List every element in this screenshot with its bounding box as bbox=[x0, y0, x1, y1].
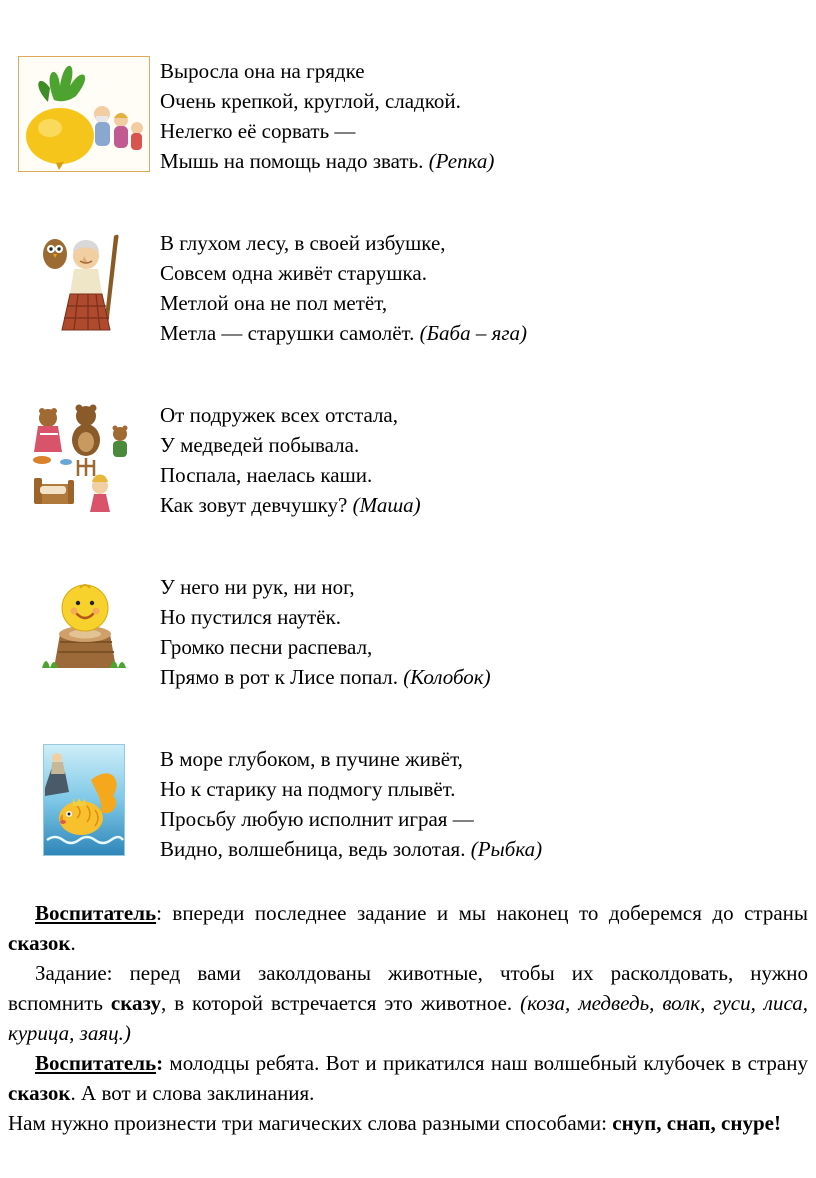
riddle-last-line: Мышь на помощь надо звать. bbox=[160, 149, 424, 173]
riddle-text-masha bbox=[160, 400, 421, 520]
riddle-rybka bbox=[8, 744, 808, 864]
text-run: молодцы ребята. Вот и прикатился наш волшебный клубочек в страну bbox=[163, 1051, 808, 1075]
riddle-line: У него ни рук, ни ног, bbox=[160, 575, 355, 599]
riddle-answer: (Репка) bbox=[428, 149, 495, 173]
riddle-kolobok bbox=[8, 572, 808, 692]
text-run: : bbox=[156, 901, 173, 925]
paragraph-vospitatel-1 bbox=[8, 898, 808, 958]
riddle-answer: (Колобок) bbox=[403, 665, 491, 689]
repka-image bbox=[18, 56, 150, 172]
paragraph-vospitatel-2 bbox=[8, 1048, 808, 1108]
riddle-line: Метлой она не пол метёт, bbox=[160, 291, 388, 315]
kolobok-illustration bbox=[8, 572, 160, 692]
riddle-line bbox=[160, 834, 542, 864]
bold-run: : bbox=[156, 1051, 164, 1075]
riddle-line: Поспала, наелась каши. bbox=[160, 463, 373, 487]
text-run: Задание: перед вами заколдованы животные, чтобы их расколдовать, нужно вспомнить bbox=[8, 961, 808, 1015]
riddle-last-line: Видно, волшебница, ведь золотая. bbox=[160, 837, 466, 861]
riddles-section bbox=[8, 56, 808, 864]
text-run: . bbox=[70, 931, 76, 955]
golden-fish-illustration bbox=[8, 744, 160, 864]
golden-fish-image bbox=[43, 744, 125, 856]
riddle-masha bbox=[8, 400, 808, 520]
riddle-line bbox=[160, 662, 491, 692]
riddle-last-line: Метла — старушки самолёт. bbox=[160, 321, 415, 345]
paragraph-magic-words bbox=[8, 1108, 808, 1138]
speaker-label: Воспитатель bbox=[35, 901, 157, 925]
riddle-line bbox=[160, 146, 494, 176]
riddle-answer: (Маша) bbox=[352, 493, 421, 517]
riddle-text-kolobok bbox=[160, 572, 491, 692]
script-section bbox=[8, 898, 808, 1138]
riddle-line: Очень крепкой, круглой, сладкой. bbox=[160, 89, 461, 113]
riddle-text-baba-yaga bbox=[160, 228, 527, 348]
riddle-line: Но к старику на подмогу плывёт. bbox=[160, 777, 456, 801]
riddle-last-line: Прямо в рот к Лисе попал. bbox=[160, 665, 398, 689]
riddle-answer: (Баба – яга) bbox=[419, 321, 528, 345]
paragraph-zadanie bbox=[8, 958, 808, 1048]
riddle-line: В море глубоком, в пучине живёт, bbox=[160, 747, 463, 771]
riddle-line bbox=[160, 490, 421, 520]
text-run: Нам нужно произнести три магических слова разными способами: bbox=[8, 1111, 613, 1135]
kolobok-image bbox=[36, 572, 132, 674]
riddle-line: Выросла она на грядке bbox=[160, 59, 365, 83]
text-run: впереди последнее задание и мы наконец то доберемся до страны bbox=[172, 901, 808, 925]
riddle-text-repka bbox=[160, 56, 494, 176]
riddle-line: У медведей побывала. bbox=[160, 433, 360, 457]
riddle-repka bbox=[8, 56, 808, 176]
riddle-baba-yaga bbox=[8, 228, 808, 348]
bold-run: сказу bbox=[110, 991, 162, 1015]
riddle-line: Но пустился наутёк. bbox=[160, 605, 342, 629]
repka-illustration bbox=[8, 56, 160, 176]
riddle-line bbox=[160, 318, 527, 348]
riddle-last-line: Как зовут девчушку? bbox=[160, 493, 348, 517]
baba-yaga-image bbox=[40, 228, 128, 336]
riddle-line: От подружек всех отстала, bbox=[160, 403, 398, 427]
speaker-label: Воспитатель bbox=[35, 1051, 157, 1075]
riddle-line: Нелегко её сорвать — bbox=[160, 119, 356, 143]
baba-yaga-illustration bbox=[8, 228, 160, 348]
riddle-text-rybka bbox=[160, 744, 542, 864]
bold-run: сказок bbox=[8, 931, 71, 955]
text-run: , в которой встречается это животное. bbox=[161, 991, 521, 1015]
bold-run: снуп, снап, снуре! bbox=[612, 1111, 781, 1135]
text-run: . А вот и слова заклинания. bbox=[70, 1081, 315, 1105]
italic-run: (коза, медведь, волк, гуси, лиса, курица, заяц.) bbox=[8, 991, 808, 1045]
riddle-line: Громко песни распевал, bbox=[160, 635, 373, 659]
bold-run: сказок bbox=[8, 1081, 71, 1105]
riddle-answer: (Рыбка) bbox=[470, 837, 543, 861]
masha-and-bears-illustration bbox=[8, 400, 160, 520]
riddle-line: Просьбу любую исполнит играя — bbox=[160, 807, 474, 831]
riddle-line: Совсем одна живёт старушка. bbox=[160, 261, 427, 285]
riddle-line: В глухом лесу, в своей избушке, bbox=[160, 231, 446, 255]
masha-and-bears-image bbox=[28, 400, 140, 516]
